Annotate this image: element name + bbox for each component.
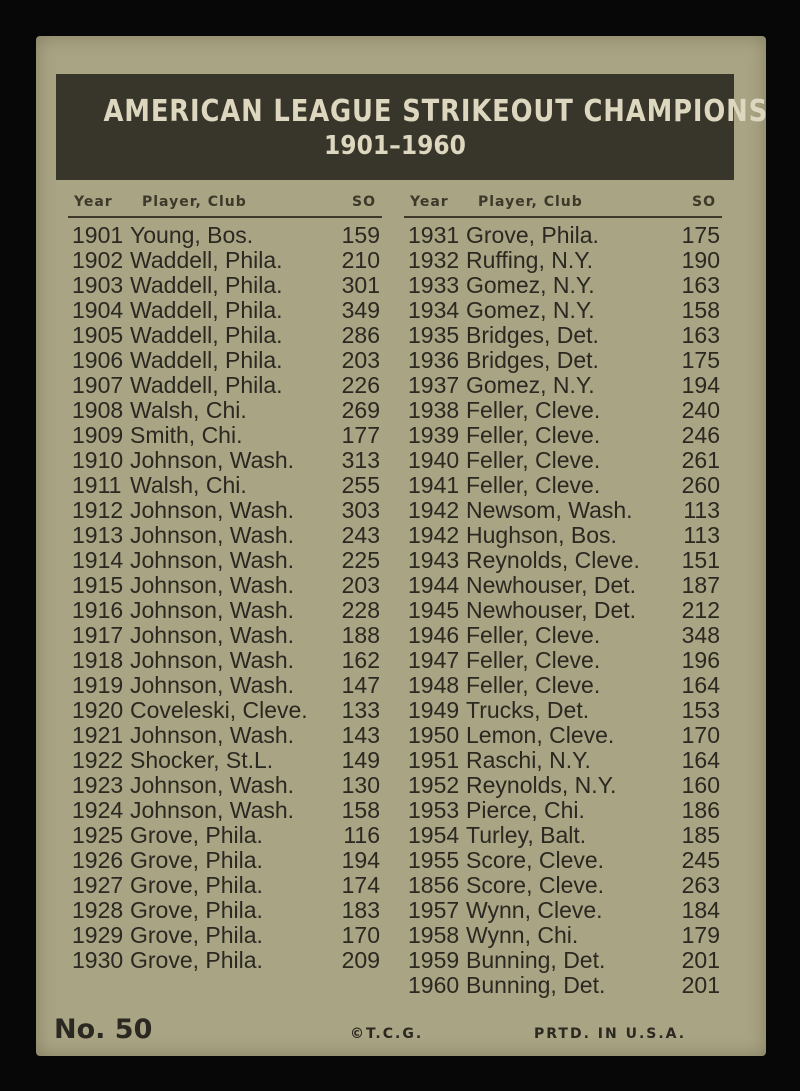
year-cell: 1935: [408, 322, 460, 348]
player-cell: Feller, Cleve.: [466, 672, 601, 698]
strikeouts-cell: 186: [681, 797, 720, 823]
card-title: AMERICAN LEAGUE STRIKEOUT CHAMPIONS: [103, 94, 769, 129]
table-row: [68, 472, 382, 497]
table-row: [68, 222, 382, 247]
table-row: [404, 672, 722, 697]
table-row: [404, 547, 722, 572]
table-row: [404, 822, 722, 847]
strikeouts-cell: 194: [681, 372, 720, 398]
strikeouts-cell: 301: [341, 272, 380, 298]
player-cell: Feller, Cleve.: [466, 422, 601, 448]
table-row: [68, 672, 382, 697]
table-row: [404, 447, 722, 472]
player-cell: Gomez, N.Y.: [466, 272, 595, 298]
year-cell: 1954: [408, 822, 460, 848]
year-range: 1901–1960: [324, 131, 466, 161]
player-cell: Johnson, Wash.: [130, 447, 295, 473]
player-cell: Wynn, Cleve.: [466, 897, 603, 923]
year-cell: 1918: [72, 647, 124, 673]
strikeouts-cell: 183: [341, 897, 380, 923]
strikeouts-cell: 160: [681, 772, 720, 798]
table-row: [404, 497, 722, 522]
year-cell: 1932: [408, 247, 460, 273]
year-cell: 1911: [72, 472, 122, 498]
year-cell: 1945: [408, 597, 460, 623]
year-cell: 1934: [408, 297, 460, 323]
table-row: [68, 772, 382, 797]
player-cell: Feller, Cleve.: [466, 397, 601, 423]
player-cell: Waddell, Phila.: [130, 372, 283, 398]
player-cell: Reynolds, Cleve.: [466, 547, 640, 573]
table-row: [68, 747, 382, 772]
strikeouts-cell: 149: [341, 747, 380, 773]
table-row: [68, 697, 382, 722]
table-row: [404, 222, 722, 247]
year-cell: 1913: [72, 522, 124, 548]
table-row: [68, 647, 382, 672]
table-row: [404, 897, 722, 922]
table-row: [404, 847, 722, 872]
card-footer: [54, 1014, 754, 1050]
baseball-card-back: [36, 36, 769, 1056]
strikeouts-cell: 187: [681, 572, 720, 598]
so-header: SO: [352, 194, 376, 210]
table-row: [404, 247, 722, 272]
player-cell: Johnson, Wash.: [130, 622, 295, 648]
year-cell: 1958: [408, 922, 460, 948]
year-cell: 1903: [72, 272, 124, 298]
year-cell: 1909: [72, 422, 124, 448]
table-row: [68, 622, 382, 647]
table-row: [68, 547, 382, 572]
year-cell: 1908: [72, 397, 124, 423]
year-cell: 1948: [408, 672, 460, 698]
table-row: [68, 922, 382, 947]
strikeouts-cell: 184: [681, 897, 720, 923]
year-cell: 1856: [408, 872, 460, 898]
player-cell: Waddell, Phila.: [130, 347, 283, 373]
year-header: Year: [410, 194, 449, 210]
year-cell: 1930: [72, 947, 124, 973]
year-cell: 1914: [72, 547, 124, 573]
column-header: [68, 192, 382, 218]
player-cell: Johnson, Wash.: [130, 522, 295, 548]
strikeouts-cell: 245: [681, 847, 720, 873]
year-cell: 1910: [72, 447, 124, 473]
year-cell: 1952: [408, 772, 460, 798]
table-row: [404, 597, 722, 622]
year-cell: 1931: [408, 222, 460, 248]
table-row: [404, 747, 722, 772]
table-row: [404, 347, 722, 372]
player-cell: Coveleski, Cleve.: [130, 697, 308, 723]
player-cell: Hughson, Bos.: [466, 522, 617, 548]
player-cell: Johnson, Wash.: [130, 547, 295, 573]
column-header: [404, 192, 722, 218]
strikeouts-cell: 212: [681, 597, 720, 623]
year-header: Year: [74, 194, 113, 210]
year-cell: 1927: [72, 872, 124, 898]
strikeouts-cell: 210: [341, 247, 380, 273]
year-cell: 1904: [72, 297, 124, 323]
player-cell: Feller, Cleve.: [466, 447, 601, 473]
year-cell: 1936: [408, 347, 460, 373]
strikeouts-cell: 226: [341, 372, 380, 398]
strikeouts-cell: 194: [341, 847, 380, 873]
table-row: [68, 497, 382, 522]
strikeouts-cell: 153: [681, 697, 720, 723]
strikeouts-cell: 261: [681, 447, 720, 473]
player-cell: Newsom, Wash.: [466, 497, 633, 523]
strikeouts-cell: 116: [343, 822, 380, 848]
strikeouts-cell: 263: [681, 872, 720, 898]
strikeouts-cell: 113: [683, 497, 720, 523]
table-row: [404, 572, 722, 597]
year-cell: 1933: [408, 272, 460, 298]
table-row: [68, 372, 382, 397]
player-cell: Smith, Chi.: [130, 422, 243, 448]
strikeouts-cell: 179: [681, 922, 720, 948]
player-cell: Grove, Phila.: [130, 872, 263, 898]
player-cell: Johnson, Wash.: [130, 797, 295, 823]
year-cell: 1922: [72, 747, 124, 773]
year-cell: 1905: [72, 322, 124, 348]
player-cell: Waddell, Phila.: [130, 297, 283, 323]
so-header: SO: [692, 194, 716, 210]
player-cell: Grove, Phila.: [466, 222, 599, 248]
year-cell: 1957: [408, 897, 460, 923]
strikeouts-cell: 147: [341, 672, 380, 698]
player-cell: Pierce, Chi.: [466, 797, 585, 823]
strikeouts-cell: 170: [341, 922, 380, 948]
player-cell: Turley, Balt.: [466, 822, 587, 848]
strikeouts-cell: 243: [341, 522, 380, 548]
strikeouts-cell: 190: [681, 247, 720, 273]
table-row: [404, 322, 722, 347]
strikeouts-cell: 201: [681, 947, 720, 973]
year-cell: 1917: [72, 622, 124, 648]
player-cell: Gomez, N.Y.: [466, 297, 595, 323]
year-cell: 1926: [72, 847, 124, 873]
table-row: [68, 447, 382, 472]
strikeouts-cell: 151: [681, 547, 720, 573]
table-row: [68, 822, 382, 847]
table-row: [404, 622, 722, 647]
player-cell: Reynolds, N.Y.: [466, 772, 617, 798]
right-rows: [404, 222, 722, 997]
player-cell: Grove, Phila.: [130, 822, 263, 848]
strikeouts-cell: 246: [681, 422, 720, 448]
year-cell: 1902: [72, 247, 124, 273]
printed-in-notice: PRTD. IN U.S.A.: [534, 1026, 687, 1042]
strikeouts-cell: 209: [341, 947, 380, 973]
table-row: [404, 697, 722, 722]
year-cell: 1912: [72, 497, 124, 523]
strikeouts-cell: 269: [341, 397, 380, 423]
table-row: [68, 897, 382, 922]
table-row: [68, 872, 382, 897]
player-cell: Johnson, Wash.: [130, 597, 295, 623]
table-row: [68, 722, 382, 747]
player-cell: Trucks, Det.: [466, 697, 590, 723]
table-row: [404, 297, 722, 322]
player-cell: Ruffing, N.Y.: [466, 247, 594, 273]
strikeouts-cell: 175: [681, 347, 720, 373]
table-row: [404, 647, 722, 672]
player-cell: Shocker, St.L.: [130, 747, 274, 773]
player-cell: Raschi, N.Y.: [466, 747, 591, 773]
year-cell: 1924: [72, 797, 124, 823]
table-row: [404, 947, 722, 972]
strikeouts-cell: 175: [681, 222, 720, 248]
year-cell: 1944: [408, 572, 460, 598]
player-cell: Wynn, Chi.: [466, 922, 579, 948]
player-cell: Johnson, Wash.: [130, 497, 295, 523]
table-row: [404, 722, 722, 747]
strikeouts-cell: 286: [341, 322, 380, 348]
strikeouts-cell: 203: [341, 572, 380, 598]
year-cell: 1949: [408, 697, 460, 723]
player-cell: Feller, Cleve.: [466, 472, 601, 498]
player-cell: Young, Bos.: [130, 222, 254, 248]
table-row: [404, 872, 722, 897]
strikeouts-cell: 348: [681, 622, 720, 648]
table-row: [404, 922, 722, 947]
right-column: [404, 192, 722, 997]
card-number: No. 50: [54, 1014, 153, 1045]
player-cell: Waddell, Phila.: [130, 322, 283, 348]
player-cell: Grove, Phila.: [130, 922, 263, 948]
strikeouts-cell: 130: [341, 772, 380, 798]
player-cell: Johnson, Wash.: [130, 722, 295, 748]
table-row: [68, 347, 382, 372]
table-row: [68, 272, 382, 297]
table-row: [68, 422, 382, 447]
player-cell: Lemon, Cleve.: [466, 722, 615, 748]
strikeouts-cell: 228: [341, 597, 380, 623]
player-cell: Bridges, Det.: [466, 322, 599, 348]
table-row: [68, 797, 382, 822]
year-cell: 1960: [408, 972, 460, 998]
copyright-notice: ©T.C.G.: [350, 1026, 424, 1042]
player-cell: Waddell, Phila.: [130, 272, 283, 298]
player-cell: Score, Cleve.: [466, 847, 605, 873]
strikeouts-cell: 201: [681, 972, 720, 998]
year-cell: 1942: [408, 497, 460, 523]
player-cell: Score, Cleve.: [466, 872, 605, 898]
strikeouts-cell: 158: [681, 297, 720, 323]
player-cell: Johnson, Wash.: [130, 772, 295, 798]
year-cell: 1928: [72, 897, 124, 923]
year-cell: 1937: [408, 372, 460, 398]
table-row: [404, 272, 722, 297]
year-cell: 1942: [408, 522, 460, 548]
year-cell: 1906: [72, 347, 124, 373]
table-row: [68, 572, 382, 597]
player-cell: Walsh, Chi.: [130, 397, 247, 423]
year-cell: 1923: [72, 772, 124, 798]
year-cell: 1907: [72, 372, 124, 398]
year-cell: 1946: [408, 622, 460, 648]
strikeouts-cell: 174: [341, 872, 380, 898]
year-cell: 1916: [72, 597, 124, 623]
year-cell: 1955: [408, 847, 460, 873]
year-cell: 1940: [408, 447, 460, 473]
year-cell: 1950: [408, 722, 460, 748]
table-row: [404, 372, 722, 397]
table-row: [404, 472, 722, 497]
player-cell: Grove, Phila.: [130, 947, 263, 973]
player-cell: Feller, Cleve.: [466, 647, 601, 673]
strikeouts-cell: 158: [341, 797, 380, 823]
player-cell: Johnson, Wash.: [130, 647, 295, 673]
strikeouts-cell: 113: [683, 522, 720, 548]
table-row: [404, 522, 722, 547]
player-cell: Newhouser, Det.: [466, 572, 637, 598]
player-cell: Johnson, Wash.: [130, 572, 295, 598]
table-row: [68, 597, 382, 622]
year-cell: 1921: [72, 722, 124, 748]
table-row: [404, 797, 722, 822]
table-row: [68, 847, 382, 872]
table-row: [68, 297, 382, 322]
strikeouts-cell: 349: [341, 297, 380, 323]
strikeouts-cell: 177: [341, 422, 380, 448]
strikeouts-cell: 162: [341, 647, 380, 673]
table-row: [68, 247, 382, 272]
strikeouts-cell: 185: [681, 822, 720, 848]
table-row: [404, 772, 722, 797]
title-banner: [56, 74, 769, 180]
year-cell: 1941: [408, 472, 460, 498]
player-cell: Waddell, Phila.: [130, 247, 283, 273]
year-cell: 1919: [72, 672, 124, 698]
year-cell: 1938: [408, 397, 460, 423]
strikeouts-cell: 188: [341, 622, 380, 648]
table-row: [68, 397, 382, 422]
strikeouts-cell: 163: [681, 272, 720, 298]
strikeouts-cell: 225: [341, 547, 380, 573]
strikeouts-cell: 143: [341, 722, 380, 748]
player-cell: Bunning, Det.: [466, 947, 606, 973]
strikeouts-cell: 260: [681, 472, 720, 498]
table-row: [68, 947, 382, 972]
strikeouts-cell: 163: [681, 322, 720, 348]
player-cell: Newhouser, Det.: [466, 597, 637, 623]
year-cell: 1920: [72, 697, 124, 723]
table-row: [68, 522, 382, 547]
year-cell: 1959: [408, 947, 460, 973]
strikeouts-cell: 164: [681, 747, 720, 773]
strikeouts-cell: 196: [681, 647, 720, 673]
player-cell: Grove, Phila.: [130, 897, 263, 923]
year-cell: 1943: [408, 547, 460, 573]
left-rows: [68, 222, 382, 972]
strikeouts-cell: 133: [341, 697, 380, 723]
left-column: [68, 192, 382, 972]
player-header: Player, Club: [142, 194, 247, 210]
strikeouts-cell: 240: [681, 397, 720, 423]
player-cell: Feller, Cleve.: [466, 622, 601, 648]
player-cell: Bunning, Det.: [466, 972, 606, 998]
year-cell: 1915: [72, 572, 124, 598]
year-cell: 1951: [408, 747, 460, 773]
player-cell: Johnson, Wash.: [130, 672, 295, 698]
player-header: Player, Club: [478, 194, 583, 210]
year-cell: 1925: [72, 822, 124, 848]
player-cell: Grove, Phila.: [130, 847, 263, 873]
year-cell: 1953: [408, 797, 460, 823]
player-cell: Bridges, Det.: [466, 347, 599, 373]
table-row: [68, 322, 382, 347]
table-row: [404, 972, 722, 997]
year-cell: 1947: [408, 647, 460, 673]
strikeouts-cell: 313: [341, 447, 380, 473]
year-cell: 1939: [408, 422, 460, 448]
player-cell: Gomez, N.Y.: [466, 372, 595, 398]
strikeouts-cell: 255: [341, 472, 380, 498]
strikeouts-cell: 303: [341, 497, 380, 523]
player-cell: Walsh, Chi.: [130, 472, 247, 498]
strikeouts-cell: 170: [681, 722, 720, 748]
table-row: [404, 397, 722, 422]
strikeouts-cell: 164: [681, 672, 720, 698]
strikeouts-cell: 203: [341, 347, 380, 373]
year-cell: 1929: [72, 922, 124, 948]
table-row: [404, 422, 722, 447]
strikeouts-cell: 159: [341, 222, 380, 248]
year-cell: 1901: [72, 222, 124, 248]
